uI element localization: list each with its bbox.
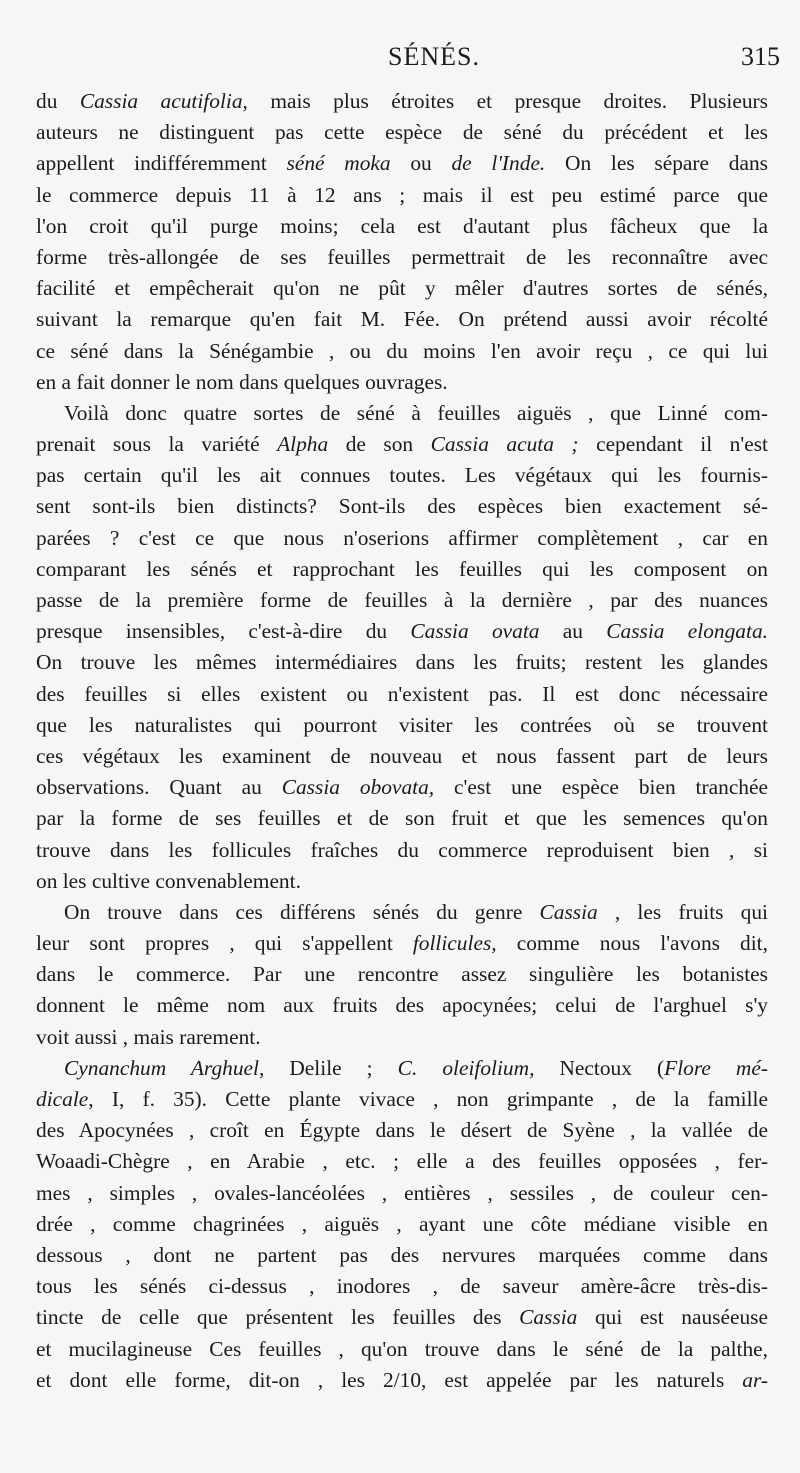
text-segment: dessous , dont ne partent pas des nervures marquées comme dans bbox=[36, 1242, 768, 1267]
text-segment: passe de la première forme de feuilles à la dernière , par des nuances bbox=[36, 588, 768, 612]
text-segment: Voilà donc quatre sortes de séné à feuilles aiguës , que Linné com- bbox=[64, 400, 768, 425]
italic-text: séné moka bbox=[286, 151, 391, 176]
text-segment: tincte de celle que présentent les feuilles des bbox=[36, 1305, 520, 1330]
text-line bbox=[36, 1209, 768, 1240]
text-segment: leur sont propres , qui s'appellent bbox=[36, 931, 413, 956]
text-line bbox=[36, 803, 768, 834]
italic-text: Flore mé- bbox=[664, 1055, 768, 1080]
text-segment: , les fruits qui bbox=[597, 899, 768, 924]
italic-text: Cassia ovata bbox=[410, 619, 540, 644]
text-line bbox=[36, 1271, 768, 1302]
text-segment: le commerce depuis 11 à 12 ans ; mais il est peu estimé parce que bbox=[36, 182, 768, 207]
text-segment: voit aussi , mais rarement. bbox=[36, 1024, 261, 1049]
italic-text: de l'Inde. bbox=[451, 151, 546, 176]
text-line bbox=[36, 242, 768, 273]
text-segment: Delile ; bbox=[264, 1055, 398, 1080]
italic-text: Cynanchum Arghuel, bbox=[64, 1055, 265, 1080]
text-line bbox=[36, 897, 768, 928]
text-segment: prenait sous la variété bbox=[36, 432, 278, 457]
text-segment: tous les sénés ci-dessus , inodores , de saveur amère-âcre très-dis- bbox=[36, 1274, 768, 1299]
body-text bbox=[36, 86, 768, 1396]
text-segment: qui est nauséeuse bbox=[577, 1305, 768, 1330]
text-line bbox=[36, 741, 768, 772]
text-segment: on les cultive convenablement. bbox=[36, 868, 301, 893]
text-line bbox=[36, 86, 768, 117]
text-segment: forme très-allongée de ses feuilles permettrait de les reconnaître avec bbox=[36, 244, 768, 269]
text-segment: On trouve les mêmes intermédiaires dans les fruits; restent les glandes bbox=[36, 650, 768, 675]
text-line bbox=[36, 367, 768, 398]
text-line bbox=[36, 1146, 768, 1177]
text-line bbox=[36, 211, 768, 242]
text-line bbox=[36, 866, 768, 897]
text-segment: , mais plus étroites et presque droites. Plusieurs bbox=[242, 89, 768, 113]
italic-text: Cassia obovata, bbox=[281, 775, 435, 800]
text-segment: donnent le même nom aux fruits des apocynées; celui de l'arghuel s'y bbox=[36, 993, 768, 1018]
italic-text: Cassia elongata. bbox=[606, 619, 768, 644]
text-segment: trouve dans les follicules fraîches du commerce reproduisent bien , si bbox=[36, 837, 768, 862]
text-line bbox=[36, 491, 768, 522]
italic-text: ar- bbox=[742, 1367, 768, 1392]
text-line bbox=[36, 1365, 768, 1396]
text-segment: sent sont-ils bien distincts? Sont-ils des espèces bien exactement sé- bbox=[36, 494, 768, 519]
italic-text: Cassia acutifolia bbox=[79, 89, 243, 113]
text-segment: dans le commerce. Par une rencontre assez singulière les botanistes bbox=[36, 962, 768, 987]
text-segment: Nectoux ( bbox=[534, 1055, 665, 1080]
text-line bbox=[36, 429, 768, 460]
text-line bbox=[36, 928, 768, 959]
italic-text: Alpha bbox=[277, 432, 329, 457]
text-segment: ce séné dans la Sénégambie , ou du moins l'en avoir reçu , ce qui lui bbox=[36, 338, 768, 363]
text-segment: auteurs ne distinguent pas cette espèce de séné du précédent et les bbox=[36, 120, 768, 145]
italic-text: Cassia acuta ; bbox=[430, 432, 579, 457]
text-segment: des Apocynées , croît en Égypte dans le désert de Syène , la vallée de bbox=[36, 1118, 768, 1143]
text-segment: , I, f. 35). Cette plante vivace , non grimpante , de la famille bbox=[88, 1087, 768, 1111]
italic-text: C. oleifolium, bbox=[397, 1055, 535, 1080]
text-line bbox=[36, 835, 768, 866]
text-line bbox=[36, 959, 768, 990]
text-line bbox=[36, 679, 768, 710]
text-line bbox=[36, 148, 768, 179]
text-line bbox=[36, 460, 768, 491]
text-segment: suivant la remarque qu'en fait M. Fée. On prétend aussi avoir récolté bbox=[36, 307, 768, 332]
text-line bbox=[36, 1053, 768, 1084]
italic-text: follicules, bbox=[412, 931, 497, 956]
text-segment: facilité et empêcherait qu'on ne pût y mêler d'autres sortes de sénés, bbox=[36, 276, 768, 301]
text-segment: que les naturalistes qui pourront visiter les contrées où se trouvent bbox=[36, 712, 768, 737]
text-segment: presque insensibles, c'est-à-dire du bbox=[36, 619, 411, 644]
text-line bbox=[36, 585, 768, 616]
text-segment: c'est une espèce bien tranchée bbox=[434, 775, 768, 800]
text-segment: parées ? c'est ce que nous n'oserions affirmer complètement , car en bbox=[36, 525, 768, 550]
text-line bbox=[36, 273, 768, 304]
text-line bbox=[36, 772, 768, 803]
text-line bbox=[36, 1334, 768, 1365]
text-line bbox=[36, 398, 768, 429]
text-segment: de son bbox=[328, 432, 431, 457]
italic-text: Cassia bbox=[539, 899, 598, 924]
text-line bbox=[36, 1302, 768, 1333]
text-segment: On les sépare dans bbox=[545, 151, 768, 176]
text-line bbox=[36, 554, 768, 585]
text-line bbox=[36, 990, 768, 1021]
text-segment: appellent indifféremment bbox=[36, 151, 287, 176]
italic-text: Cassia bbox=[519, 1305, 578, 1330]
text-segment: On trouve dans ces différens sénés du genre bbox=[64, 899, 540, 924]
text-segment: Woaadi-Chègre , en Arabie , etc. ; elle a des feuilles opposées , fer- bbox=[36, 1149, 768, 1174]
text-line bbox=[36, 1084, 768, 1115]
text-segment: cependant il n'est bbox=[578, 432, 768, 457]
text-segment: ces végétaux les examinent de nouveau et nous fassent part de leurs bbox=[36, 743, 768, 768]
text-line bbox=[36, 1178, 768, 1209]
text-segment: observations. Quant au bbox=[36, 775, 282, 800]
text-line bbox=[36, 616, 768, 647]
text-segment: en a fait donner le nom dans quelques ouvrages. bbox=[36, 369, 448, 394]
text-segment: drée , comme chagrinées , aiguës , ayant une côte médiane visible en bbox=[36, 1211, 768, 1236]
text-segment: et mucilagineuse Ces feuilles , qu'on trouve dans le séné de la palthe, bbox=[36, 1336, 768, 1361]
text-line bbox=[36, 1022, 768, 1053]
text-line bbox=[36, 523, 768, 554]
text-segment: pas certain qu'il les ait connues toutes. Les végétaux qui les fournis- bbox=[36, 463, 768, 488]
text-segment: ou bbox=[390, 151, 452, 176]
text-segment: comme nous l'avons dit, bbox=[496, 931, 768, 956]
text-line bbox=[36, 117, 768, 148]
text-line bbox=[36, 336, 768, 367]
text-line bbox=[36, 180, 768, 211]
italic-text: dicale bbox=[36, 1087, 89, 1111]
text-segment: des feuilles si elles existent ou n'existent pas. Il est donc nécessaire bbox=[36, 681, 768, 706]
text-line bbox=[36, 710, 768, 741]
text-line bbox=[36, 1240, 768, 1271]
text-line bbox=[36, 647, 768, 678]
text-line bbox=[36, 1115, 768, 1146]
page-header bbox=[36, 42, 792, 82]
text-segment: du bbox=[36, 89, 80, 113]
text-segment: comparant les sénés et rapprochant les feuilles qui les composent on bbox=[36, 556, 768, 581]
text-line bbox=[36, 304, 768, 335]
text-segment: l'on croit qu'il purge moins; cela est d'autant plus fâcheux que la bbox=[36, 213, 768, 238]
page-number: 315 bbox=[741, 42, 780, 71]
text-segment: mes , simples , ovales-lancéolées , entières , sessiles , de couleur cen- bbox=[36, 1180, 768, 1205]
text-segment: par la forme de ses feuilles et de son fruit et que les semences qu'on bbox=[36, 806, 768, 831]
text-segment: et dont elle forme, dit-on , les 2/10, est appelée par les naturels bbox=[36, 1367, 743, 1392]
running-head: SÉNÉS. bbox=[388, 42, 480, 71]
text-segment: au bbox=[539, 619, 607, 644]
